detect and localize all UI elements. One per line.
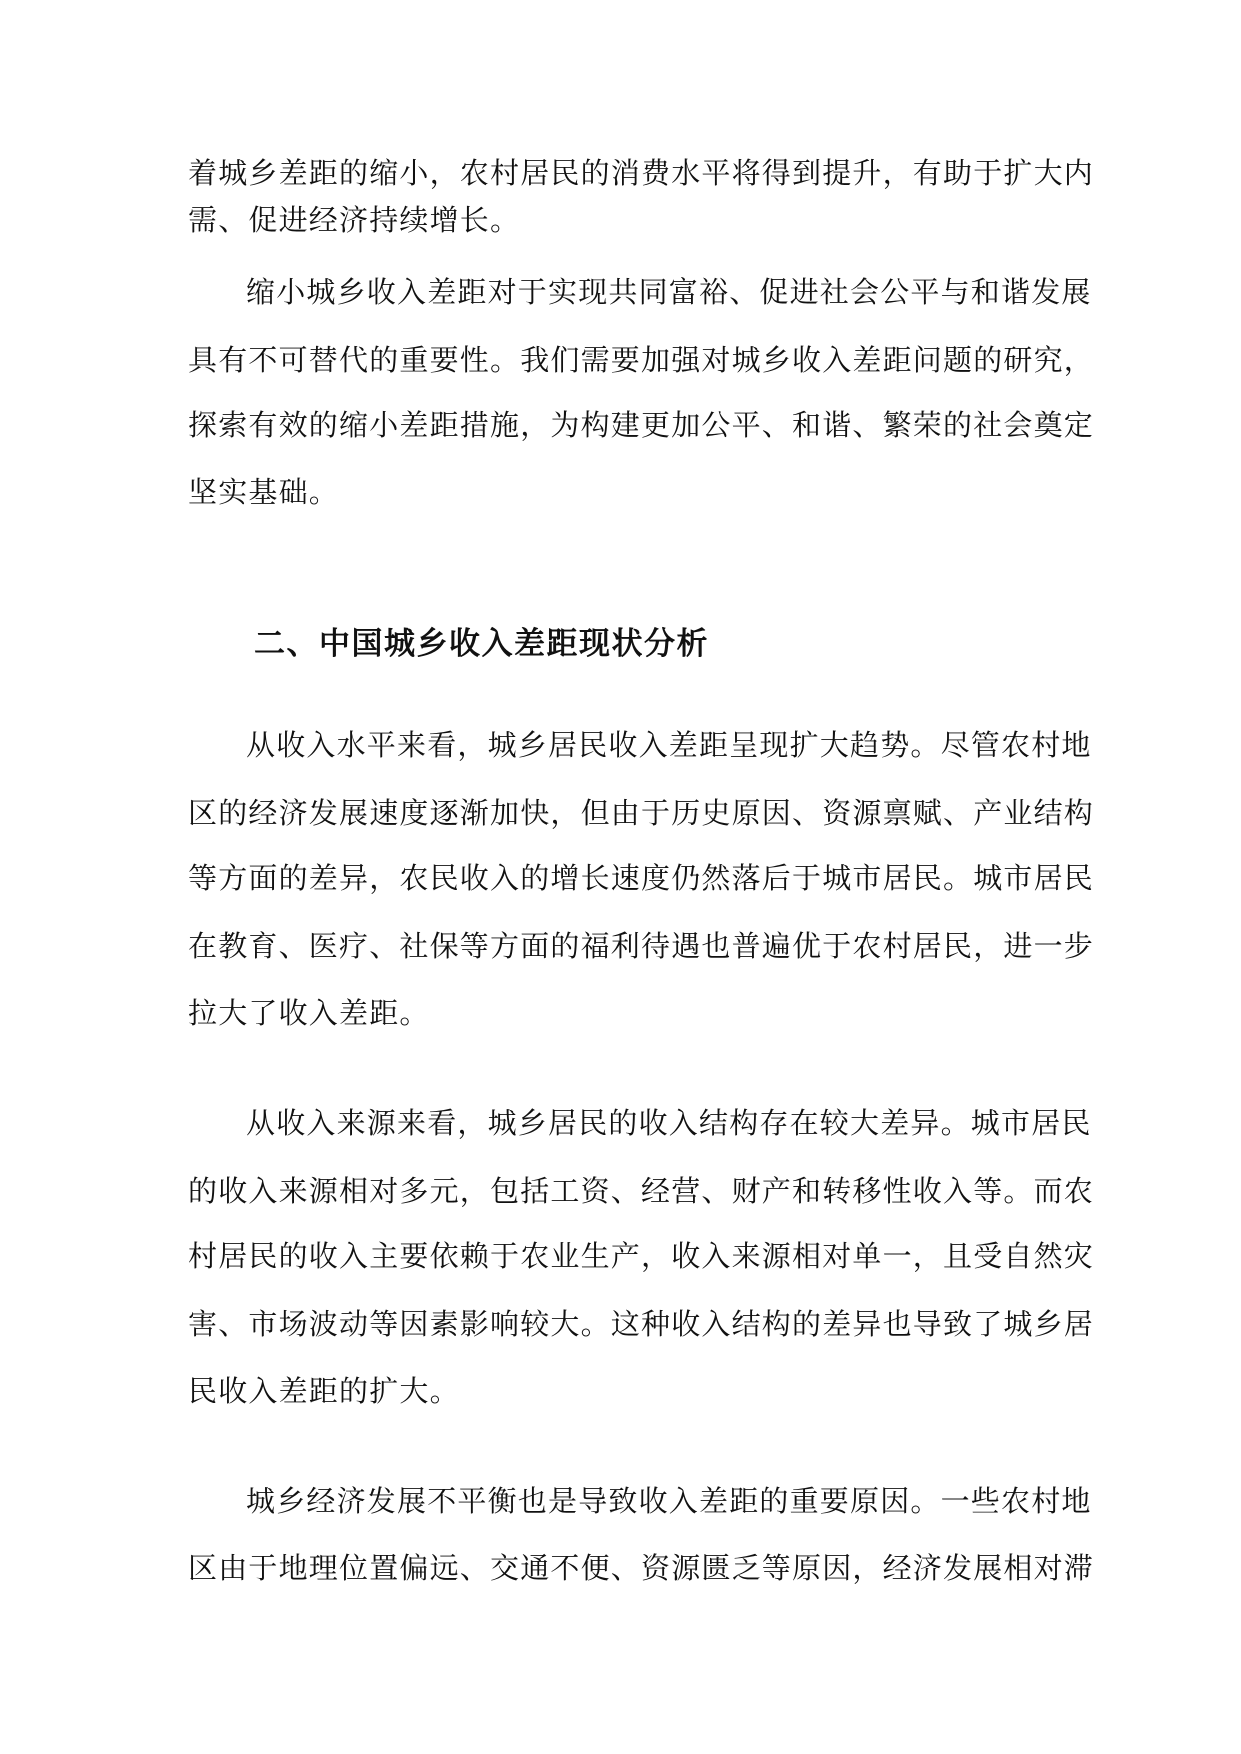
text-line: 区由于地理位置偏远、交通不便、资源匮乏等原因，经济发展相对滞 [188,1551,1095,1585]
text-line: 具有不可替代的重要性。我们需要加强对城乡收入差距问题的研究， [188,343,1095,377]
section-heading: 二、中国城乡收入差距现状分析 [254,626,709,662]
text-line: 区的经济发展速度逐渐加快，但由于历史原因、资源禀赋、产业结构 [188,796,1095,830]
text-line: 民收入差距的扩大。 [188,1374,460,1408]
text-line: 坚实基础。 [188,475,340,509]
text-line: 着城乡差距的缩小，农村居民的消费水平将得到提升，有助于扩大内 [188,156,1095,190]
text-line: 的收入来源相对多元，包括工资、经营、财产和转移性收入等。而农 [188,1174,1095,1208]
text-line: 害、市场波动等因素影响较大。这种收入结构的差异也导致了城乡居 [188,1307,1095,1341]
text-line: 等方面的差异，农民收入的增长速度仍然落后于城市居民。城市居民 [188,861,1095,895]
text-line: 城乡经济发展不平衡也是导致收入差距的重要原因。一些农村地 [246,1484,1092,1518]
text-line: 从收入来源来看，城乡居民的收入结构存在较大差异。城市居民 [246,1106,1092,1140]
text-line: 在教育、医疗、社保等方面的福利待遇也普遍优于农村居民，进一步 [188,929,1095,963]
text-line: 村居民的收入主要依赖于农业生产，收入来源相对单一，且受自然灾 [188,1239,1095,1273]
text-line: 从收入水平来看，城乡居民收入差距呈现扩大趋势。尽管农村地 [246,728,1092,762]
text-line: 探索有效的缩小差距措施，为构建更加公平、和谐、繁荣的社会奠定 [188,408,1095,442]
text-line: 拉大了收入差距。 [188,996,430,1030]
text-line: 需、促进经济持续增长。 [188,203,521,237]
text-line: 缩小城乡收入差距对于实现共同富裕、促进社会公平与和谐发展 [246,275,1092,309]
